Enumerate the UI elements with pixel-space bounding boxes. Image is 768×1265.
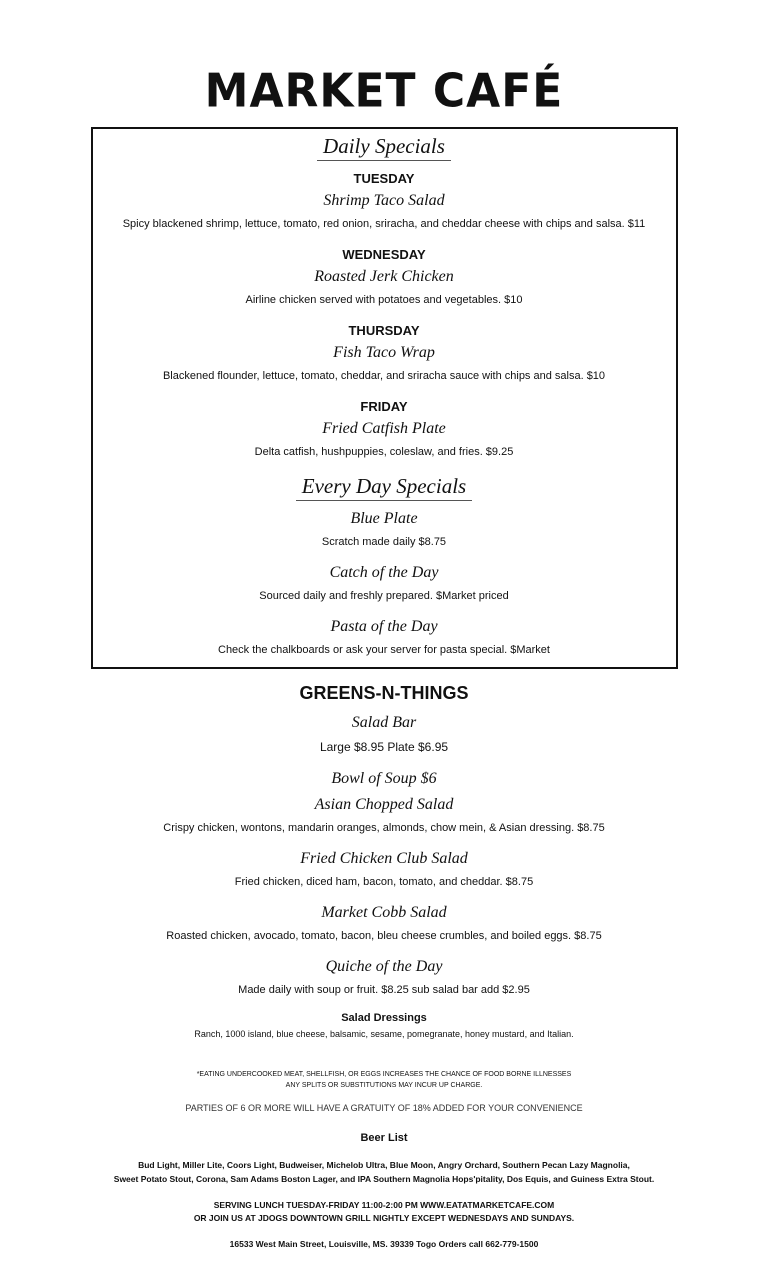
special-desc: Airline chicken served with potatoes and vegetables. $10 bbox=[245, 294, 523, 306]
greens-item-name: Market Cobb Salad bbox=[321, 904, 447, 921]
special-name: Fish Taco Wrap bbox=[333, 344, 435, 361]
day-label: WEDNESDAY bbox=[342, 247, 426, 262]
greens-item-desc: Crispy chicken, wontons, mandarin oranges, almonds, chow mein, & Asian dressing. $8.75 bbox=[163, 822, 605, 834]
greens-item-name: Salad Bar bbox=[351, 714, 417, 731]
greens-item-name: Asian Chopped Salad bbox=[314, 796, 454, 813]
every-day-heading bbox=[0, 474, 768, 501]
beer-list-line: Bud Light, Miller Lite, Coors Light, Budweiser, Michelob Ultra, Blue Moon, Angry Orchard, Southern Pecan Lazy Magnolia, bbox=[138, 1160, 630, 1170]
greens-item-name: Bowl of Soup $6 bbox=[331, 770, 437, 787]
every-day-heading-text: Every Day Specials bbox=[296, 474, 472, 501]
gratuity-notice: PARTIES OF 6 OR MORE WILL HAVE A GRATUITY OF 18% ADDED FOR YOUR CONVENIENCE bbox=[185, 1103, 583, 1113]
day-label: THURSDAY bbox=[348, 323, 420, 338]
greens-item-desc: Made daily with soup or fruit. $8.25 sub salad bar add $2.95 bbox=[238, 984, 530, 996]
everyday-item-desc: Sourced daily and freshly prepared. $Market priced bbox=[259, 590, 509, 602]
special-desc: Blackened flounder, lettuce, tomato, cheddar, and sriracha sauce with chips and salsa. $10 bbox=[162, 370, 606, 382]
substitution-warning: ANY SPLITS OR SUBSTITUTIONS MAY INCUR UP CHARGE. bbox=[285, 1082, 483, 1089]
day-label: TUESDAY bbox=[353, 171, 415, 186]
beer-heading: Beer List bbox=[360, 1132, 408, 1144]
special-desc: Spicy blackened shrimp, lettuce, tomato, red onion, sriracha, and cheddar cheese with chips and salsa. $11 bbox=[122, 218, 646, 230]
everyday-item-desc: Scratch made daily $8.75 bbox=[321, 536, 447, 548]
special-desc: Delta catfish, hushpuppies, coleslaw, and fries. $9.25 bbox=[254, 446, 514, 458]
daily-specials-heading-text: Daily Specials bbox=[317, 134, 451, 161]
dressings-heading: Salad Dressings bbox=[341, 1012, 427, 1024]
lunch-hours: SERVING LUNCH TUESDAY-FRIDAY 11:00-2:00 PM WWW.EATATMARKETCAFE.COM bbox=[213, 1200, 555, 1210]
address-line: 16533 West Main Street, Louisville, MS. 39339 Togo Orders call 662-779-1500 bbox=[229, 1239, 539, 1249]
greens-heading: GREENS-N-THINGS bbox=[299, 683, 469, 703]
daily-specials-heading bbox=[0, 134, 768, 161]
beer-list-line: Sweet Potato Stout, Corona, Sam Adams Boston Lager, and IPA Southern Magnolia Hops'pitality, Dos Equis, and Guiness Extra Stout. bbox=[113, 1174, 655, 1184]
everyday-item-name: Blue Plate bbox=[350, 510, 418, 527]
special-name: Shrimp Taco Salad bbox=[323, 192, 445, 209]
greens-item-name: Quiche of the Day bbox=[325, 958, 443, 975]
special-name: Fried Catfish Plate bbox=[322, 420, 446, 437]
special-name: Roasted Jerk Chicken bbox=[314, 268, 454, 285]
everyday-item-name: Pasta of the Day bbox=[330, 618, 438, 635]
everyday-item-desc: Check the chalkboards or ask your server for pasta special. $Market bbox=[218, 644, 550, 656]
everyday-item-name: Catch of the Day bbox=[329, 564, 439, 581]
greens-item-name: Fried Chicken Club Salad bbox=[300, 850, 468, 867]
day-label: FRIDAY bbox=[360, 399, 408, 414]
food-warning: *EATING UNDERCOOKED MEAT, SHELLFISH, OR EGGS INCREASES THE CHANCE OF FOOD BORNE ILLNESSES bbox=[196, 1071, 572, 1078]
jdogs-notice: OR JOIN US AT JDOGS DOWNTOWN GRILL NIGHTLY EXCEPT WEDNESDAYS AND SUNDAYS. bbox=[193, 1213, 575, 1223]
greens-item-desc: Roasted chicken, avocado, tomato, bacon, bleu cheese crumbles, and boiled eggs. $8.75 bbox=[166, 930, 602, 942]
page-title: MARKET CAFÉ bbox=[204, 64, 564, 119]
dressings-list: Ranch, 1000 island, blue cheese, balsamic, sesame, pomegranate, honey mustard, and Italian. bbox=[194, 1029, 574, 1039]
greens-item-desc: Fried chicken, diced ham, bacon, tomato, and cheddar. $8.75 bbox=[234, 876, 534, 888]
greens-item-desc: Large $8.95 Plate $6.95 bbox=[319, 740, 449, 754]
